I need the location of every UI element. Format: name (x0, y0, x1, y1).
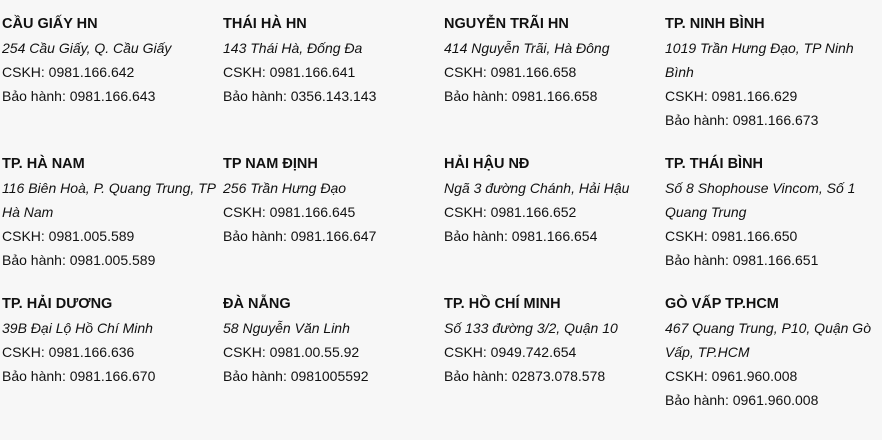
store-address: 256 Trần Hưng Đạo (223, 180, 347, 196)
store-card-ho-chi-minh (444, 292, 662, 388)
store-warranty-phone[interactable]: Bảo hành: 0981.166.647 (223, 228, 377, 244)
store-card-nguyen-trai (444, 12, 662, 108)
store-name: NGUYỄN TRÃI HN (444, 16, 569, 32)
store-name: CẦU GIẤY HN (2, 16, 98, 32)
store-address: Ngã 3 đường Chánh, Hải Hậu (444, 180, 630, 196)
store-cskh-phone[interactable]: CSKH: 0981.00.55.92 (223, 344, 360, 360)
store-cskh-phone[interactable]: CSKH: 0981.005.589 (2, 228, 135, 244)
store-name: TP. HỒ CHÍ MINH (444, 296, 561, 312)
store-name: TP. NINH BÌNH (665, 16, 765, 32)
store-address: 143 Thái Hà, Đống Đa (223, 40, 363, 56)
store-card-hai-duong (2, 292, 220, 388)
store-address: 39B Đại Lộ Hồ Chí Minh (2, 320, 153, 336)
store-warranty-phone[interactable]: Bảo hành: 0961.960.008 (665, 392, 819, 408)
store-warranty-phone[interactable]: Bảo hành: 0356.143.143 (223, 88, 377, 104)
store-warranty-phone[interactable]: Bảo hành: 0981.166.658 (444, 88, 598, 104)
store-cskh-phone[interactable]: CSKH: 0961.960.008 (665, 368, 798, 384)
store-warranty-phone[interactable]: Bảo hành: 0981.166.654 (444, 228, 598, 244)
store-name: TP NAM ĐỊNH (223, 156, 318, 172)
store-address: 1019 Trần Hưng Đạo, TP Ninh Bình (665, 40, 854, 80)
store-address: 254 Cầu Giấy, Q. Cầu Giấy (2, 40, 172, 56)
store-name: TP. HẢI DƯƠNG (2, 296, 113, 312)
store-cskh-phone[interactable]: CSKH: 0981.166.645 (223, 204, 356, 220)
store-cskh-phone[interactable]: CSKH: 0981.166.652 (444, 204, 577, 220)
store-cskh-phone[interactable]: CSKH: 0981.166.636 (2, 344, 135, 360)
store-card-go-vap (665, 292, 882, 412)
store-card-ha-nam (2, 152, 220, 272)
store-cskh-phone[interactable]: CSKH: 0981.166.629 (665, 88, 798, 104)
store-name: HẢI HẬU NĐ (444, 156, 530, 172)
store-warranty-phone[interactable]: Bảo hành: 0981.166.670 (2, 368, 156, 384)
store-card-thai-binh (665, 152, 882, 272)
store-card-thai-ha (223, 12, 441, 108)
store-card-nam-dinh (223, 152, 441, 248)
store-card-da-nang (223, 292, 441, 388)
store-card-hai-hau (444, 152, 662, 248)
store-card-ninh-binh (665, 12, 882, 132)
store-warranty-phone[interactable]: Bảo hành: 0981.005.589 (2, 252, 156, 268)
store-name: GÒ VẤP TP.HCM (665, 296, 779, 312)
store-warranty-phone[interactable]: Bảo hành: 0981.166.673 (665, 112, 819, 128)
store-warranty-phone[interactable]: Bảo hành: 02873.078.578 (444, 368, 606, 384)
store-cskh-phone[interactable]: CSKH: 0981.166.641 (223, 64, 356, 80)
store-name: ĐÀ NẴNG (223, 296, 291, 312)
store-cskh-phone[interactable]: CSKH: 0981.166.650 (665, 228, 798, 244)
store-address: 467 Quang Trung, P10, Quận Gò Vấp, TP.HCM (665, 320, 871, 360)
store-card-cau-giay (2, 12, 220, 108)
store-warranty-phone[interactable]: Bảo hành: 0981005592 (223, 368, 369, 384)
store-address: Số 133 đường 3/2, Quận 10 (444, 320, 618, 336)
store-address: 116 Biên Hoà, P. Quang Trung, TP Hà Nam (2, 180, 216, 220)
store-warranty-phone[interactable]: Bảo hành: 0981.166.643 (2, 88, 156, 104)
store-cskh-phone[interactable]: CSKH: 0981.166.642 (2, 64, 135, 80)
store-warranty-phone[interactable]: Bảo hành: 0981.166.651 (665, 252, 819, 268)
store-cskh-phone[interactable]: CSKH: 0949.742.654 (444, 344, 577, 360)
store-name: TP. THÁI BÌNH (665, 156, 764, 172)
store-address: 414 Nguyễn Trãi, Hà Đông (444, 40, 610, 56)
store-address: 58 Nguyễn Văn Linh (223, 320, 350, 336)
store-address: Số 8 Shophouse Vincom, Số 1 Quang Trung (665, 180, 856, 220)
store-cskh-phone[interactable]: CSKH: 0981.166.658 (444, 64, 577, 80)
store-name: THÁI HÀ HN (223, 16, 307, 32)
store-name: TP. HÀ NAM (2, 156, 85, 172)
